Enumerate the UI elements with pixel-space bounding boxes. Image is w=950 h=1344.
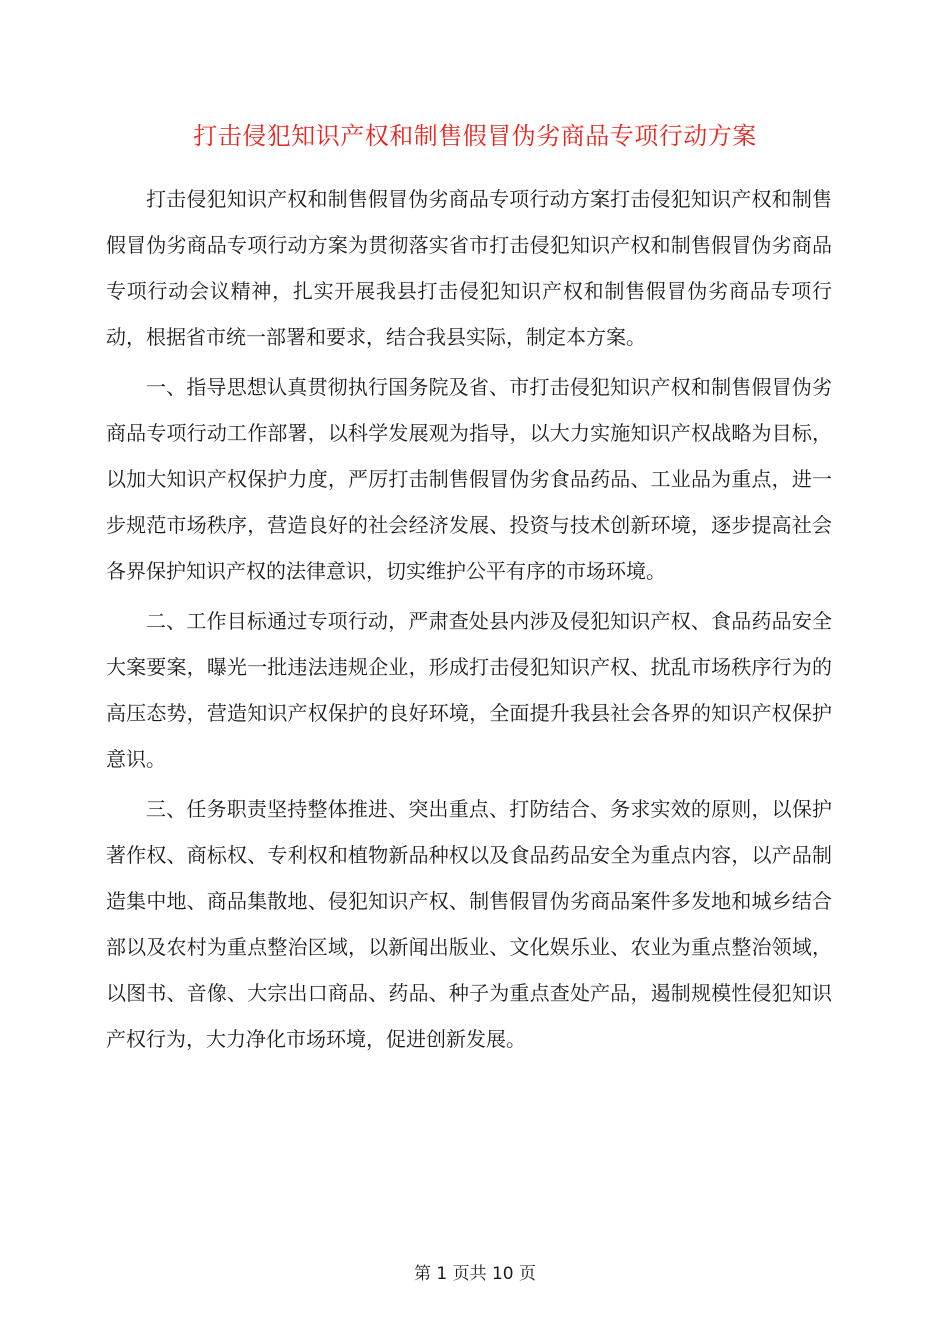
- document-body: [106, 176, 832, 1062]
- page-number-footer: 第 1 页共 10 页: [413, 1264, 537, 1284]
- paragraph-guiding-thought: 一、指导思想认真贯彻执行国务院及省、市打击侵犯知识产权和制售假冒伪劣商品专项行动工作部署，以科学发展观为指导，以大力实施知识产权战略为目标，以加大知识产权保护力度，严厉打击制售假冒伪劣食品药品、工业品为重点，进一步规范市场秩序，营造良好的社会经济发展、投资与技术创新环境，逐步提高社会各界保护知识产权的法律意识，切实维护公平有序的市场环境。: [106, 375, 832, 583]
- paragraph-tasks-duties: 三、任务职责坚持整体推进、突出重点、打防结合、务求实效的原则，以保护著作权、商标权、专利权和植物新品种权以及食品药品安全为重点内容，以产品制造集中地、商品集散地、侵犯知识产权、制售假冒伪劣商品案件多发地和城乡结合部以及农村为重点整治区域，以新闻出版业、文化娱乐业、农业为重点整治领域，以图书、音像、大宗出口商品、药品、种子为重点查处产品，遏制规模性侵犯知识产权行为，大力净化市场环境，促进创新发展。: [106, 797, 832, 1051]
- paragraph-intro: 打击侵犯知识产权和制售假冒伪劣商品专项行动方案打击侵犯知识产权和制售假冒伪劣商品专项行动方案为贯彻落实省市打击侵犯知识产权和制售假冒伪劣商品专项行动会议精神，扎实开展我县打击侵犯知识产权和制售假冒伪劣商品专项行动，根据省市统一部署和要求，结合我县实际，制定本方案。: [106, 187, 832, 349]
- document-title: 打击侵犯知识产权和制售假冒伪劣商品专项行动方案: [193, 122, 757, 150]
- paragraph-work-goals: 二、工作目标通过专项行动，严肃查处县内涉及侵犯知识产权、食品药品安全大案要案，曝光一批违法违规企业，形成打击侵犯知识产权、扰乱市场秩序行为的高压态势，营造知识产权保护的良好环境，全面提升我县社会各界的知识产权保护意识。: [106, 609, 832, 771]
